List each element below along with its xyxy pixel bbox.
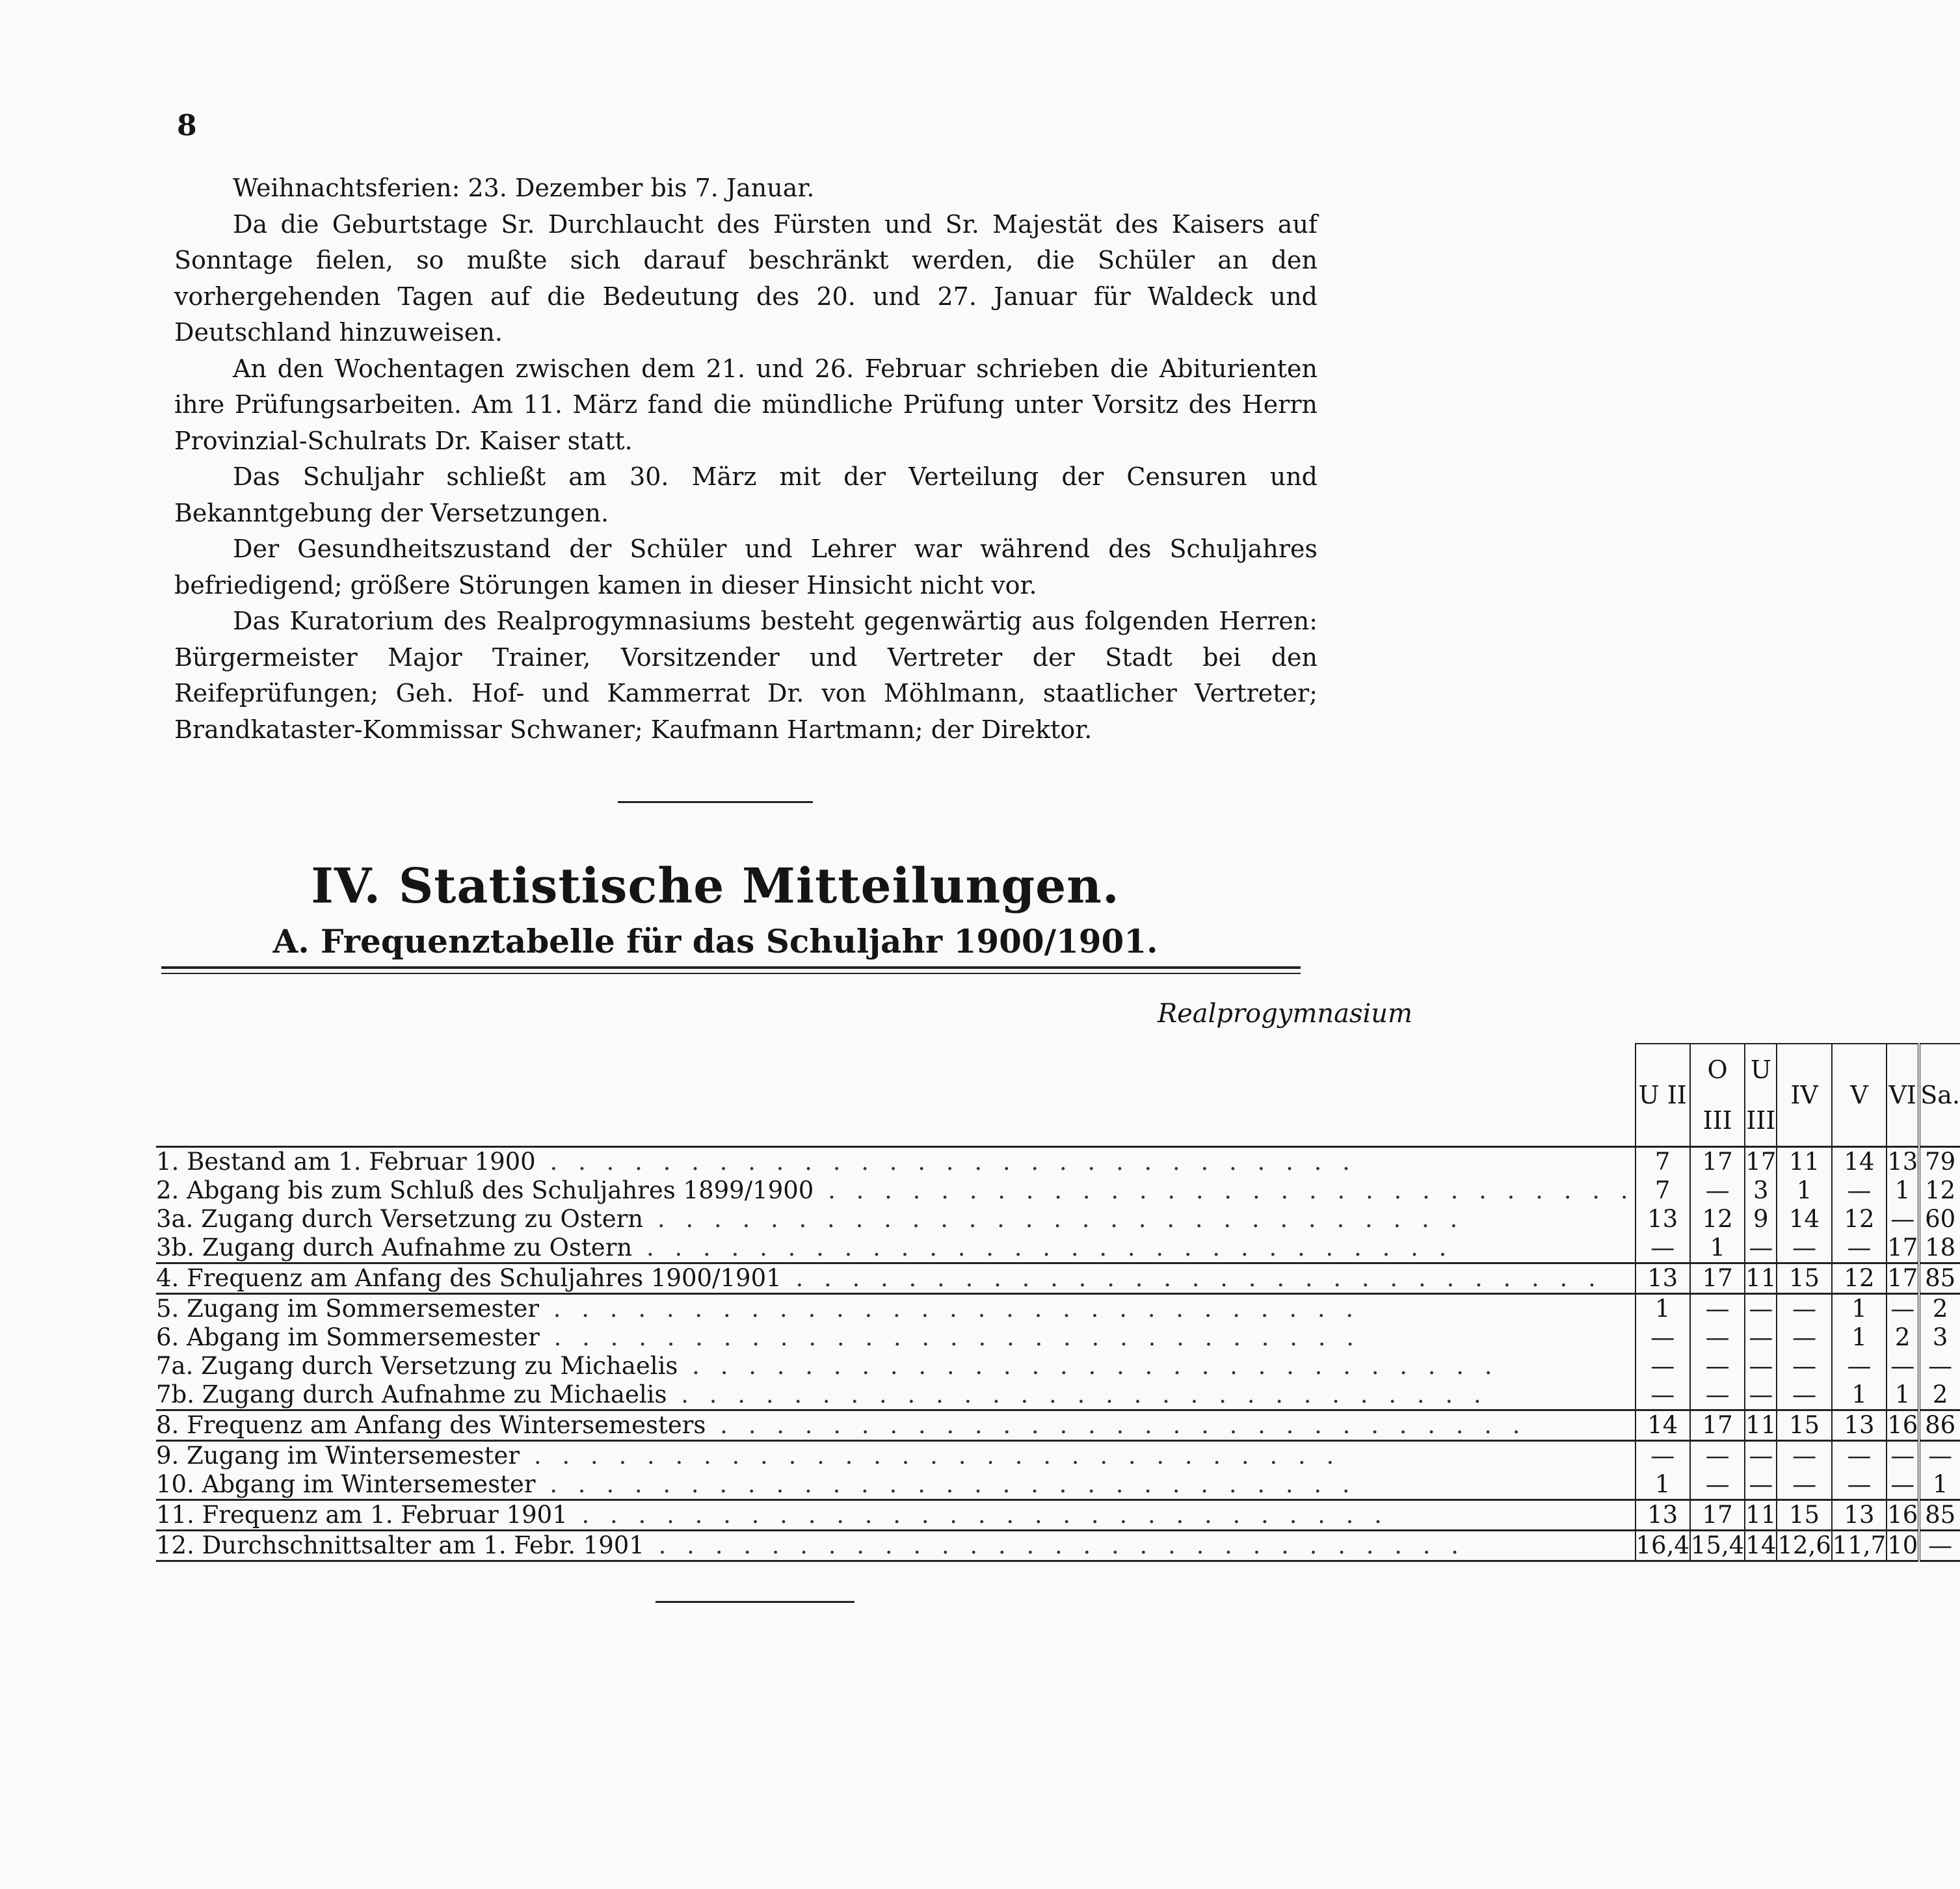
column-header: VI — [1887, 1044, 1919, 1147]
table-cell: 11 — [1745, 1500, 1777, 1531]
table-cell: 2 — [1919, 1294, 1960, 1324]
table-row — [156, 1500, 1960, 1531]
column-header: IV — [1777, 1044, 1831, 1147]
frequency-grid — [156, 1043, 1960, 1562]
row-label — [156, 1352, 1636, 1380]
leader-dots: . . . . . . . . . . . . . . . . . . . . . . . . . . . . . — [781, 1264, 1602, 1292]
body-text — [174, 170, 1318, 748]
table-row — [156, 1205, 1960, 1234]
table-cell: 17 — [1745, 1148, 1777, 1176]
table-cell: — — [1832, 1176, 1887, 1205]
row-label — [156, 1500, 1636, 1531]
table-cell: — — [1919, 1352, 1960, 1380]
row-label-text: 9. Zugang im Wintersemester — [156, 1442, 520, 1470]
table-cell: 60 — [1919, 1205, 1960, 1234]
table-cell: 13 — [1832, 1500, 1887, 1531]
table-cell: — — [1777, 1234, 1831, 1263]
leader-dots: . . . . . . . . . . . . . . . . . . . . . . . . . . . . . — [644, 1531, 1466, 1559]
table-cell: 17 — [1690, 1147, 1745, 1177]
table-cell: — — [1832, 1470, 1887, 1500]
table-cell: 17 — [1690, 1263, 1745, 1294]
column-header: U III — [1745, 1044, 1777, 1147]
table-cell: 1 — [1887, 1176, 1919, 1205]
table-cell: 13 — [1887, 1148, 1918, 1176]
table-cell: — — [1887, 1352, 1919, 1380]
table-row — [156, 1470, 1960, 1500]
leader-dots: . . . . . . . . . . . . . . . . . . . . . . . . . . . . . — [535, 1470, 1357, 1498]
table-cell: — — [1832, 1352, 1887, 1380]
table-cell: — — [1690, 1176, 1745, 1205]
table-cell: 11 — [1745, 1410, 1777, 1441]
row-label-text: 4. Frequenz am Anfang des Schuljahres 1900/1901 — [156, 1264, 782, 1292]
row-label — [156, 1205, 1636, 1234]
label-column-header — [156, 1044, 1636, 1147]
table-row — [156, 1323, 1960, 1352]
table-cell: 13 — [1636, 1205, 1690, 1234]
table-row — [156, 1531, 1960, 1561]
table-cell: 7 — [1636, 1176, 1690, 1205]
table-cell: — — [1777, 1294, 1831, 1324]
table-cell: 85 — [1919, 1500, 1960, 1531]
table-cell: 1 — [1832, 1294, 1887, 1324]
table-cell: 3 — [1745, 1176, 1777, 1205]
table-cell: 15 — [1777, 1263, 1831, 1294]
table-cell: — — [1745, 1380, 1777, 1410]
row-label — [156, 1531, 1636, 1561]
table-cell: 1 — [1777, 1176, 1831, 1205]
row-label — [156, 1294, 1636, 1324]
table-cell: 15,4 — [1690, 1531, 1745, 1561]
table-cell: 11,7 — [1832, 1531, 1887, 1561]
table-cell: 16 — [1887, 1500, 1919, 1531]
table-cell: 12 — [1832, 1263, 1887, 1294]
table-cell: 14 — [1832, 1147, 1887, 1177]
row-label-text: 7a. Zugang durch Versetzung zu Michaelis — [156, 1352, 678, 1380]
table-cell: — — [1777, 1380, 1831, 1410]
table-cell: — — [1636, 1352, 1690, 1380]
leader-dots: . . . . . . . . . . . . . . . . . . . . . . . . . . . . . — [567, 1501, 1388, 1529]
table-top-rule — [161, 966, 1301, 969]
table-cell: 17 — [1887, 1234, 1919, 1263]
table-row — [156, 1263, 1960, 1294]
table-cell: 3 — [1919, 1323, 1960, 1352]
table-cell: — — [1887, 1441, 1919, 1471]
table-cell: 85 — [1919, 1263, 1960, 1294]
table-cell: 13 — [1832, 1410, 1887, 1441]
row-label-text: 1. Bestand am 1. Februar 1900 — [156, 1148, 536, 1176]
table-top-rule-thin — [161, 973, 1301, 974]
leader-dots: . . . . . . . . . . . . . . . . . . . . . . . . . . . . . — [643, 1205, 1464, 1233]
table-cell: — — [1777, 1441, 1831, 1471]
paragraph: Der Gesundheitszustand der Schüler und Lehrer war während des Schuljahres befriedigend; größere Störungen kamen in dieser Hinsicht nicht vor. — [174, 535, 1318, 600]
row-label — [156, 1410, 1636, 1441]
table-cell: 12 — [1832, 1205, 1887, 1234]
table-cell: — — [1636, 1380, 1690, 1410]
table-cell: — — [1690, 1294, 1745, 1324]
table-cell: — — [1745, 1323, 1777, 1352]
table-cell: — — [1887, 1294, 1919, 1324]
column-header: O III — [1690, 1044, 1745, 1147]
leader-dots: . . . . . . . . . . . . . . . . . . . . . . . . . . . . . — [678, 1352, 1499, 1380]
end-divider — [656, 1601, 854, 1603]
table-cell: — — [1777, 1470, 1831, 1500]
table-cell: 16 — [1887, 1410, 1919, 1441]
row-label — [156, 1380, 1636, 1410]
table-cell: — — [1745, 1470, 1777, 1500]
table-cell: 10 — [1887, 1531, 1919, 1561]
table-cell: 9 — [1745, 1205, 1777, 1234]
table-cell: — — [1745, 1234, 1777, 1263]
table-cell: 1 — [1919, 1470, 1960, 1500]
paragraph: An den Wochentagen zwischen dem 21. und 26. Februar schrieben die Abiturienten ihre Prüfungsarbeiten. Am 11. März fand die mündliche Prüfung unter Vorsitz des Herrn Provinzial-Schulrats Dr. Kaiser statt. — [174, 354, 1318, 455]
leader-dots: . . . . . . . . . . . . . . . . . . . . . . . . . . . . . — [632, 1234, 1453, 1262]
table-row — [156, 1147, 1960, 1177]
table-cell: — — [1636, 1234, 1690, 1263]
table-cell: — — [1832, 1441, 1887, 1471]
table-cell: 17 — [1690, 1410, 1745, 1441]
table-cell: 1 — [1690, 1234, 1745, 1263]
table-cell: 12 — [1919, 1176, 1960, 1205]
table-row — [156, 1234, 1960, 1263]
table-cell: 12 — [1690, 1205, 1745, 1234]
table-cell: — — [1636, 1323, 1690, 1352]
table-cell: 1 — [1636, 1470, 1690, 1500]
table-cell: — — [1745, 1441, 1777, 1471]
table-row — [156, 1176, 1960, 1205]
row-label-text: 6. Abgang im Sommersemester — [156, 1323, 540, 1351]
table-cell: 1 — [1636, 1294, 1690, 1324]
row-label — [156, 1263, 1636, 1294]
table-cell: 18 — [1919, 1234, 1960, 1263]
table-cell: 13 — [1636, 1263, 1690, 1294]
row-label-text: 3b. Zugang durch Aufnahme zu Ostern — [156, 1234, 633, 1262]
row-label — [156, 1147, 1636, 1177]
table-cell: — — [1919, 1441, 1960, 1471]
row-label-text: 5. Zugang im Sommersemester — [156, 1295, 539, 1323]
table-cell: 11 — [1777, 1147, 1831, 1177]
leader-dots: . . . . . . . . . . . . . . . . . . . . . . . . . . . . . — [535, 1148, 1357, 1176]
table-cell: 14 — [1777, 1205, 1831, 1234]
table-cell: 13 — [1636, 1500, 1690, 1531]
row-label-text: 3a. Zugang durch Versetzung zu Ostern — [156, 1205, 644, 1233]
column-header: U II — [1636, 1044, 1690, 1147]
table-cell: 79 — [1919, 1147, 1960, 1177]
paragraph: Weihnachtsferien: 23. Dezember bis 7. Januar. — [233, 174, 815, 202]
table-cell: 16,4 — [1636, 1531, 1690, 1561]
table-title: A. Frequenztabelle für das Schuljahr 1900/1901. — [272, 922, 1158, 960]
table-cell: 15 — [1777, 1410, 1831, 1441]
leader-dots: . . . . . . . . . . . . . . . . . . . . . . . . . . . . . — [814, 1176, 1635, 1204]
table-cell: — — [1887, 1205, 1919, 1234]
table-cell: 14 — [1636, 1410, 1690, 1441]
table-cell: — — [1636, 1441, 1690, 1471]
table-cell: 14 — [1745, 1531, 1777, 1561]
row-label — [156, 1234, 1636, 1263]
table-cell: 15 — [1777, 1500, 1831, 1531]
row-label-text: 8. Frequenz am Anfang des Wintersemesters — [156, 1411, 706, 1439]
table-row — [156, 1441, 1960, 1471]
row-label — [156, 1176, 1636, 1205]
row-label-text: 10. Abgang im Wintersemester — [156, 1470, 536, 1498]
table-cell: 1 — [1832, 1323, 1887, 1352]
paragraph: Das Kuratorium des Realprogymnasiums besteht gegenwärtig aus folgenden Herren: Bürgermeister Major Trainer, Vorsitzender und Vertreter der Stadt bei den Reifeprüfungen; Geh. Hof- und Kammerrat Dr. von Möhlmann, staatlicher Vertreter; Brandkataster-Kommissar Schwaner; Kaufmann Hartmann; der Direktor. — [174, 607, 1318, 744]
paragraph: Das Schuljahr schließt am 30. März mit der Verteilung der Censuren und Bekanntgebung der Versetzungen. — [174, 462, 1318, 527]
table-cell: — — [1777, 1352, 1831, 1380]
table-cell: — — [1745, 1352, 1777, 1380]
table-cell: — — [1832, 1234, 1887, 1263]
group-header: Realprogymnasium — [1158, 999, 1412, 1029]
row-label-text: 11. Frequenz am 1. Februar 1901 — [156, 1501, 568, 1529]
table-cell: — — [1690, 1323, 1745, 1352]
row-label — [156, 1441, 1636, 1471]
row-label-text: 12. Durchschnittsalter am 1. Febr. 1901 — [156, 1531, 644, 1559]
table-cell: 11 — [1745, 1263, 1777, 1294]
table-cell: 1 — [1887, 1380, 1919, 1410]
row-label-text: 7b. Zugang durch Aufnahme zu Michaelis — [156, 1380, 667, 1408]
table-cell: 86 — [1919, 1410, 1960, 1441]
row-label — [156, 1323, 1636, 1352]
table-cell: 2 — [1887, 1323, 1919, 1352]
section-divider — [618, 801, 813, 803]
table-cell: 12,6 — [1777, 1531, 1831, 1561]
table-cell: 7 — [1636, 1147, 1690, 1177]
table-row — [156, 1380, 1960, 1410]
paragraph: Da die Geburtstage Sr. Durchlaucht des Fürsten und Sr. Majestät des Kaisers auf Sonntage fielen, so mußte sich darauf beschränkt werden, die Schüler an den vorhergehenden Tagen auf die Bedeutung des 20. und 27. Januar für Waldeck und Deutschland hinzuweisen. — [174, 209, 1318, 347]
table-cell: — — [1690, 1380, 1745, 1410]
column-header: V — [1832, 1044, 1887, 1147]
page-number: 8 — [177, 109, 197, 142]
section-title: IV. Statistische Mitteilungen. — [311, 858, 1120, 914]
row-label-text: 2. Abgang bis zum Schluß des Schuljahres 1899/1900 — [156, 1176, 814, 1204]
leader-dots: . . . . . . . . . . . . . . . . . . . . . . . . . . . . . — [706, 1411, 1527, 1439]
row-label — [156, 1470, 1636, 1500]
leader-dots: . . . . . . . . . . . . . . . . . . . . . . . . . . . . . — [538, 1295, 1360, 1323]
table-cell: 17 — [1690, 1500, 1745, 1531]
column-header: Sa. — [1919, 1044, 1960, 1147]
table-cell: 17 — [1887, 1263, 1919, 1294]
table-cell: — — [1690, 1470, 1745, 1500]
table-cell: 1 — [1832, 1380, 1887, 1410]
leader-dots: . . . . . . . . . . . . . . . . . . . . . . . . . . . . . — [520, 1442, 1341, 1470]
table-cell: 2 — [1919, 1380, 1960, 1410]
table-cell: — — [1919, 1531, 1960, 1561]
table-row — [156, 1294, 1960, 1324]
table-cell: — — [1777, 1323, 1831, 1352]
table-cell: — — [1745, 1294, 1777, 1324]
table-row — [156, 1410, 1960, 1441]
table-cell: — — [1690, 1441, 1745, 1471]
leader-dots: . . . . . . . . . . . . . . . . . . . . . . . . . . . . . — [667, 1380, 1488, 1408]
table-cell: — — [1887, 1470, 1919, 1500]
table-cell: — — [1690, 1352, 1745, 1380]
table-row — [156, 1352, 1960, 1380]
leader-dots: . . . . . . . . . . . . . . . . . . . . . . . . . . . . . — [539, 1323, 1361, 1351]
